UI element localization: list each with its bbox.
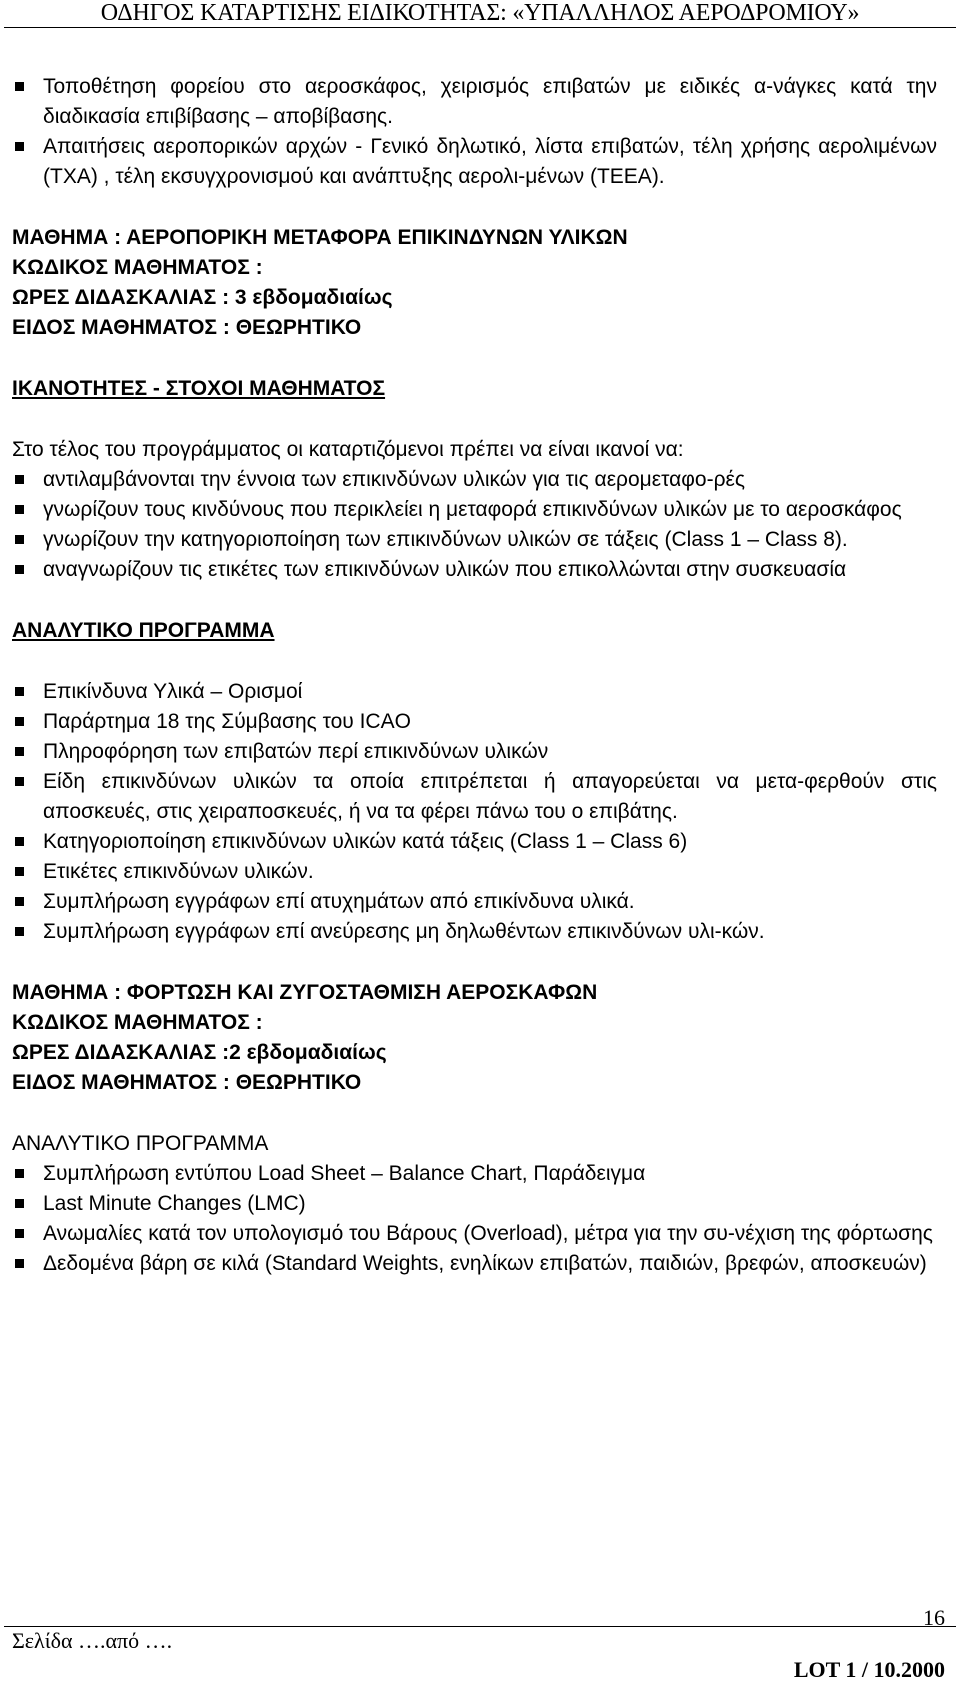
course-hours: ΩΡΕΣ ΔΙΔΑΣΚΑΛΙΑΣ : 3 εβδομαδιαίως <box>12 286 393 309</box>
page-number: 16 <box>923 1605 945 1630</box>
list-item: Συμπλήρωση εγγράφων επί ανεύρεσης μη δηλωθέντων επικινδύνων υλι-κών. <box>12 917 937 947</box>
list-item: Δεδομένα βάρη σε κιλά (Standard Weights, ενηλίκων επιβατών, παιδιών, βρεφών, αποσκευών) <box>12 1249 937 1279</box>
course-code: ΚΩΔΙΚΟΣ ΜΑΘΗΜΑΤΟΣ : <box>12 1011 263 1034</box>
list-item: Πληροφόρηση των επιβατών περί επικινδύνων υλικών <box>12 737 937 767</box>
page-content <box>12 50 937 1279</box>
list-item: Κατηγοριοποίηση επικινδύνων υλικών κατά τάξεις (Class 1 – Class 6) <box>12 827 937 857</box>
program-heading: ΑΝΑΛΥΤΙΚΟ ΠΡΟΓΡΑΜΜΑ <box>12 1132 269 1155</box>
objectives-heading: ΙΚΑΝΟΤΗΤΕΣ - ΣΤΟΧΟΙ ΜΑΘΗΜΑΤΟΣ <box>12 377 386 400</box>
course-hours: ΩΡΕΣ ΔΙΔΑΣΚΑΛΙΑΣ :2 εβδομαδιαίως <box>12 1041 387 1064</box>
program-list <box>12 677 937 947</box>
list-item: Last Minute Changes (LMC) <box>12 1189 937 1219</box>
list-item: αντιλαμβάνονται την έννοια των επικινδύνων υλικών για τις αερομεταφο-ρές <box>12 465 937 495</box>
list-item: αναγνωρίζουν τις ετικέτες των επικινδύνων υλικών που επικολλώνται στην συσκευασία <box>12 555 937 585</box>
list-item: Είδη επικινδύνων υλικών τα οποία επιτρέπεται ή απαγορεύεται να μετα-φερθούν στις αποσκευές, στις χειραποσκευές, ή να τα φέρει πάνω του ο επιβάτης. <box>12 767 937 827</box>
program-heading: ΑΝΑΛΥΤΙΚΟ ΠΡΟΓΡΑΜΜΑ <box>12 619 275 642</box>
footer-divider <box>4 1626 956 1627</box>
course-section-loading-balance <box>12 978 937 1279</box>
list-item: γνωρίζουν την κατηγοριοποίηση των επικινδύνων υλικών σε τάξεις (Class 1 – Class 8). <box>12 525 937 555</box>
list-item: γνωρίζουν τους κινδύνους που περικλείει η μεταφορά επικινδύνων υλικών με το αεροσκάφος <box>12 495 937 525</box>
program-list <box>12 1159 937 1279</box>
course-code: ΚΩΔΙΚΟΣ ΜΑΘΗΜΑΤΟΣ : <box>12 256 263 279</box>
page-of-label: Σελίδα ….από …. <box>12 1628 173 1653</box>
intro-list <box>12 72 937 192</box>
course-type: ΕΙΔΟΣ ΜΑΘΗΜΑΤΟΣ : ΘΕΩΡΗΤΙΚΟ <box>12 316 362 339</box>
list-item: Συμπλήρωση εντύπου Load Sheet – Balance Chart, Παράδειγμα <box>12 1159 937 1189</box>
course-type: ΕΙΔΟΣ ΜΑΘΗΜΑΤΟΣ : ΘΕΩΡΗΤΙΚΟ <box>12 1071 362 1094</box>
list-item: Απαιτήσεις αεροπορικών αρχών - Γενικό δηλωτικό, λίστα επιβατών, τέλη χρήσης αερολιμένων (ΤΧΑ) , τέλη εκσυγχρονισμού και ανάπτυξης αερολι-μένων (ΤΕΕΑ). <box>12 132 937 192</box>
list-item: Τοποθέτηση φορείου στο αεροσκάφος, χειρισμός επιβατών με ειδικές α-νάγκες κατά την διαδικασία επιβίβασης – αποβίβασης. <box>12 72 937 132</box>
lot-label: LOT 1 / 10.2000 <box>793 1657 945 1682</box>
objectives-list <box>12 465 937 585</box>
objectives-intro: Στο τέλος του προγράμματος οι καταρτιζόμενοι πρέπει να είναι ικανοί να: <box>12 438 684 461</box>
document-title: ΟΔΗΓΟΣ ΚΑΤΑΡΤΙΣΗΣ ΕΙΔΙΚΟΤΗΤΑΣ: «ΥΠΑΛΛΗΛΟΣ ΑΕΡΟΔΡΟΜΙΟΥ» <box>100 0 860 26</box>
list-item: Παράρτημα 18 της Σύμβασης του ICAO <box>12 707 937 737</box>
page-header <box>4 0 956 28</box>
list-item: Ανωμαλίες κατά τον υπολογισμό του Βάρους (Overload), μέτρα για την συ-νέχιση της φόρτωσης <box>12 1219 937 1249</box>
course-title: ΜΑΘΗΜΑ : ΑΕΡΟΠΟΡΙΚΗ ΜΕΤΑΦΟΡΑ ΕΠΙΚΙΝΔΥΝΩΝ ΥΛΙΚΩΝ <box>12 226 628 249</box>
list-item: Συμπλήρωση εγγράφων επί ατυχημάτων από επικίνδυνα υλικά. <box>12 887 937 917</box>
list-item: Ετικέτες επικινδύνων υλικών. <box>12 857 937 887</box>
course-section-dangerous-goods <box>12 223 937 947</box>
course-title: ΜΑΘΗΜΑ : ΦΟΡΤΩΣΗ ΚΑΙ ΖΥΓΟΣΤΑΘΜΙΣΗ ΑΕΡΟΣΚΑΦΩΝ <box>12 981 598 1004</box>
list-item: Επικίνδυνα Υλικά – Ορισμοί <box>12 677 937 707</box>
